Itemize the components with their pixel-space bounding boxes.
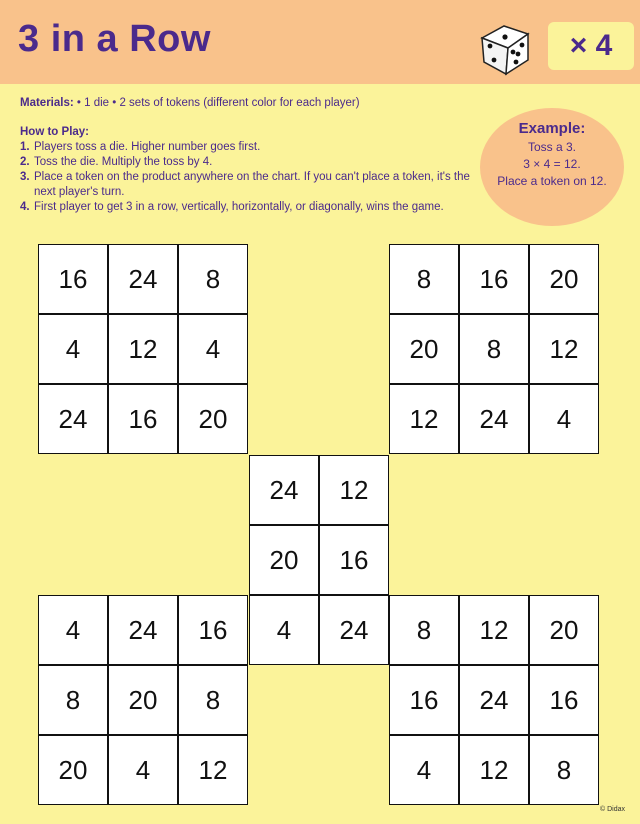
step-number: 2. — [20, 156, 30, 168]
board-cell[interactable]: 4 — [38, 595, 108, 665]
multiplier-badge: × 4 — [548, 22, 634, 70]
board-cell[interactable]: 16 — [389, 665, 459, 735]
board-cell[interactable]: 24 — [108, 595, 178, 665]
board-cell[interactable]: 20 — [389, 314, 459, 384]
materials-text: • 1 die • 2 sets of tokens (different color for each player) — [73, 97, 360, 109]
board-cell[interactable]: 20 — [38, 735, 108, 805]
example-line-1: Toss a 3. — [527, 140, 577, 154]
board-cell[interactable]: 24 — [459, 665, 529, 735]
board-cell[interactable]: 8 — [38, 665, 108, 735]
board-cell[interactable]: 12 — [459, 595, 529, 665]
step-number: 4. — [20, 201, 30, 213]
board-cell[interactable]: 4 — [249, 595, 319, 665]
board-cell[interactable]: 16 — [178, 595, 248, 665]
board-cell[interactable]: 8 — [178, 244, 248, 314]
board-cell[interactable]: 16 — [459, 244, 529, 314]
board-cell[interactable]: 8 — [389, 595, 459, 665]
board-cell[interactable]: 12 — [319, 455, 389, 525]
board-cell[interactable]: 24 — [38, 384, 108, 454]
board-cell[interactable]: 8 — [529, 735, 599, 805]
step-text: Toss the die. Multiply the toss by 4. — [34, 156, 213, 168]
board-cell[interactable]: 20 — [529, 595, 599, 665]
how-to-play-title: How to Play: — [20, 126, 90, 138]
board-cell[interactable]: 24 — [459, 384, 529, 454]
step-text: First player to get 3 in a row, vertically, horizontally, or diagonally, wins the game. — [34, 201, 444, 213]
game-title: 3 in a Row — [18, 18, 211, 60]
copyright-text: © Didax — [600, 806, 625, 813]
board-cell[interactable]: 20 — [178, 384, 248, 454]
step-2 — [20, 155, 475, 170]
step-number: 3. — [20, 171, 30, 183]
materials-line — [20, 96, 475, 111]
board-cell[interactable]: 8 — [389, 244, 459, 314]
step-3 — [20, 170, 475, 200]
board-cell[interactable]: 16 — [38, 244, 108, 314]
board-cell[interactable]: 12 — [178, 735, 248, 805]
board-cell[interactable]: 16 — [319, 525, 389, 595]
board-cell[interactable]: 12 — [529, 314, 599, 384]
board-cell[interactable]: 4 — [178, 314, 248, 384]
step-number: 1. — [20, 141, 30, 153]
board-cell[interactable]: 20 — [529, 244, 599, 314]
step-1 — [20, 140, 475, 155]
header-bar — [0, 0, 640, 84]
example-line-2: 3 × 4 = 12. — [523, 157, 581, 171]
board-cell[interactable]: 4 — [389, 735, 459, 805]
board-cell[interactable]: 20 — [249, 525, 319, 595]
board-cell[interactable]: 4 — [38, 314, 108, 384]
board-cell[interactable]: 24 — [249, 455, 319, 525]
board-cell[interactable]: 8 — [178, 665, 248, 735]
board-cell[interactable]: 8 — [459, 314, 529, 384]
example-line-3: Place a token on 12. — [497, 174, 607, 188]
example-circle — [480, 108, 624, 226]
step-text: Players toss a die. Higher number goes first. — [34, 141, 261, 153]
board-cell[interactable]: 20 — [108, 665, 178, 735]
step-4 — [20, 200, 475, 215]
board-cell[interactable]: 12 — [108, 314, 178, 384]
board-cell[interactable]: 16 — [108, 384, 178, 454]
board-cell[interactable]: 16 — [529, 665, 599, 735]
step-text: Place a token on the product anywhere on the chart. If you can't place a token, it's the next player's turn. — [34, 171, 470, 198]
board-cell[interactable]: 12 — [459, 735, 529, 805]
board-cell[interactable]: 4 — [529, 384, 599, 454]
board-cell[interactable]: 12 — [389, 384, 459, 454]
board-cell[interactable]: 4 — [108, 735, 178, 805]
instructions — [20, 96, 475, 215]
materials-label: Materials: — [20, 97, 74, 109]
die-three-icon — [474, 16, 536, 78]
example-title: Example: — [518, 120, 586, 137]
board-cell[interactable]: 24 — [108, 244, 178, 314]
board-cell[interactable]: 24 — [319, 595, 389, 665]
